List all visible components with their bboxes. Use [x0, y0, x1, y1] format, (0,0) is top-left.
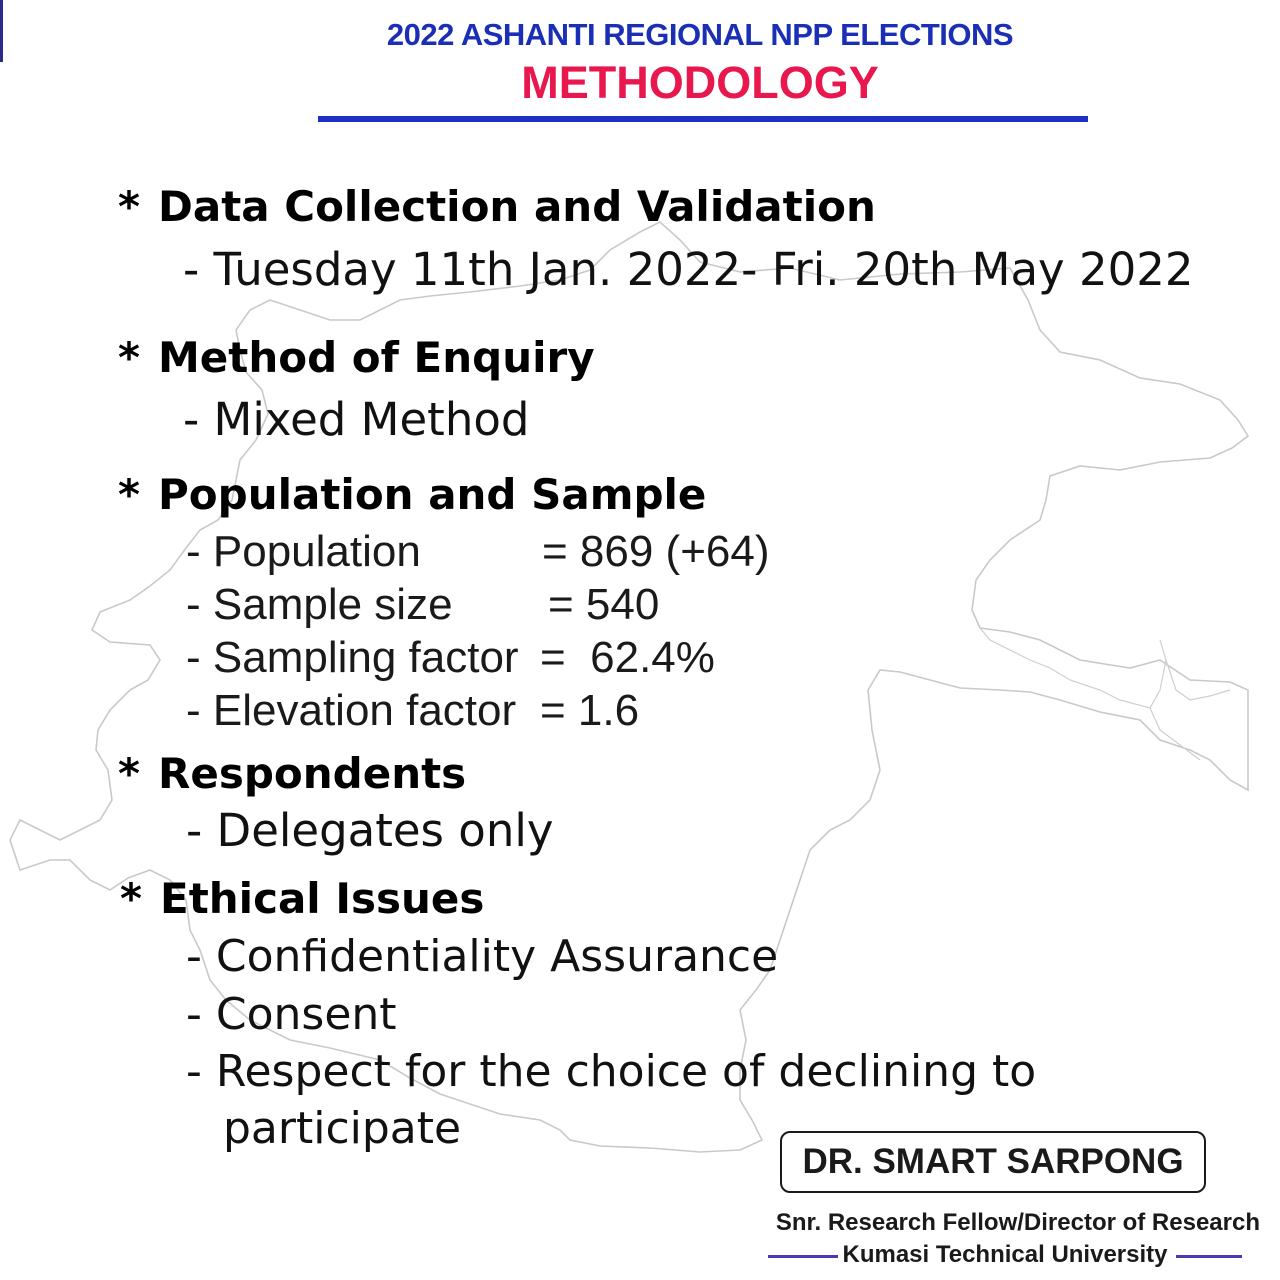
section-detail-date-range: - Tuesday 11th Jan. 2022- Fri. 20th May 2022 — [183, 243, 1194, 296]
title-underline — [318, 116, 1088, 122]
bullet-star: * — [118, 470, 140, 519]
header — [300, 14, 1100, 110]
stat-value: = 1.6 — [540, 686, 640, 735]
section-heading-text: Method of Enquiry — [158, 333, 595, 382]
section-heading-respondents — [118, 749, 466, 799]
section-heading-text: Data Collection and Validation — [158, 182, 876, 231]
section-detail-consent: - Consent — [186, 989, 397, 1040]
org-rule-right — [1176, 1255, 1242, 1258]
stat-row-sample-size — [186, 579, 806, 631]
section-detail-delegates: - Delegates only — [186, 804, 554, 857]
section-heading-text: Ethical Issues — [160, 874, 485, 923]
stat-row-population — [186, 526, 806, 578]
bullet-star: * — [120, 874, 142, 923]
stat-row-sampling-factor — [186, 632, 806, 684]
header-subtitle: 2022 ASHANTI REGIONAL NPP ELECTIONS — [386, 17, 1014, 52]
section-heading-data-collection — [118, 182, 876, 232]
section-heading-text: Population and Sample — [158, 470, 707, 519]
org-rule-left — [768, 1255, 848, 1258]
stat-value: = 540 — [548, 580, 660, 629]
stat-value: = 869 (+64) — [542, 527, 770, 576]
stat-label: - Elevation factor — [186, 686, 517, 735]
author-organization-line — [760, 1240, 1250, 1270]
author-organization: Kumasi Technical University — [838, 1241, 1171, 1268]
stat-label: - Population — [186, 527, 421, 576]
header-title: METHODOLOGY — [521, 57, 879, 108]
author-role: Snr. Research Fellow/Director of Research — [775, 1209, 1260, 1236]
stat-row-elevation-factor — [186, 685, 806, 737]
section-detail-mixed-method: - Mixed Method — [183, 393, 530, 446]
bullet-star: * — [118, 749, 140, 798]
stat-label: - Sample size — [186, 580, 453, 629]
section-heading-population-sample — [118, 470, 706, 520]
author-name-box: DR. SMART SARPONG — [780, 1131, 1206, 1193]
bullet-star: * — [118, 333, 140, 382]
section-detail-confidentiality: - Confidentiality Assurance — [186, 931, 779, 982]
stat-label: - Sampling factor — [186, 633, 519, 682]
section-heading-text: Respondents — [158, 749, 467, 798]
stat-value: = 62.4% — [540, 633, 715, 682]
section-heading-method-of-enquiry — [118, 333, 595, 383]
section-detail-respect: - Respect for the choice of declining to — [186, 1046, 1037, 1097]
bullet-star: * — [118, 182, 140, 231]
section-detail-respect-continued: participate — [223, 1103, 462, 1154]
section-heading-ethical-issues — [120, 874, 484, 924]
